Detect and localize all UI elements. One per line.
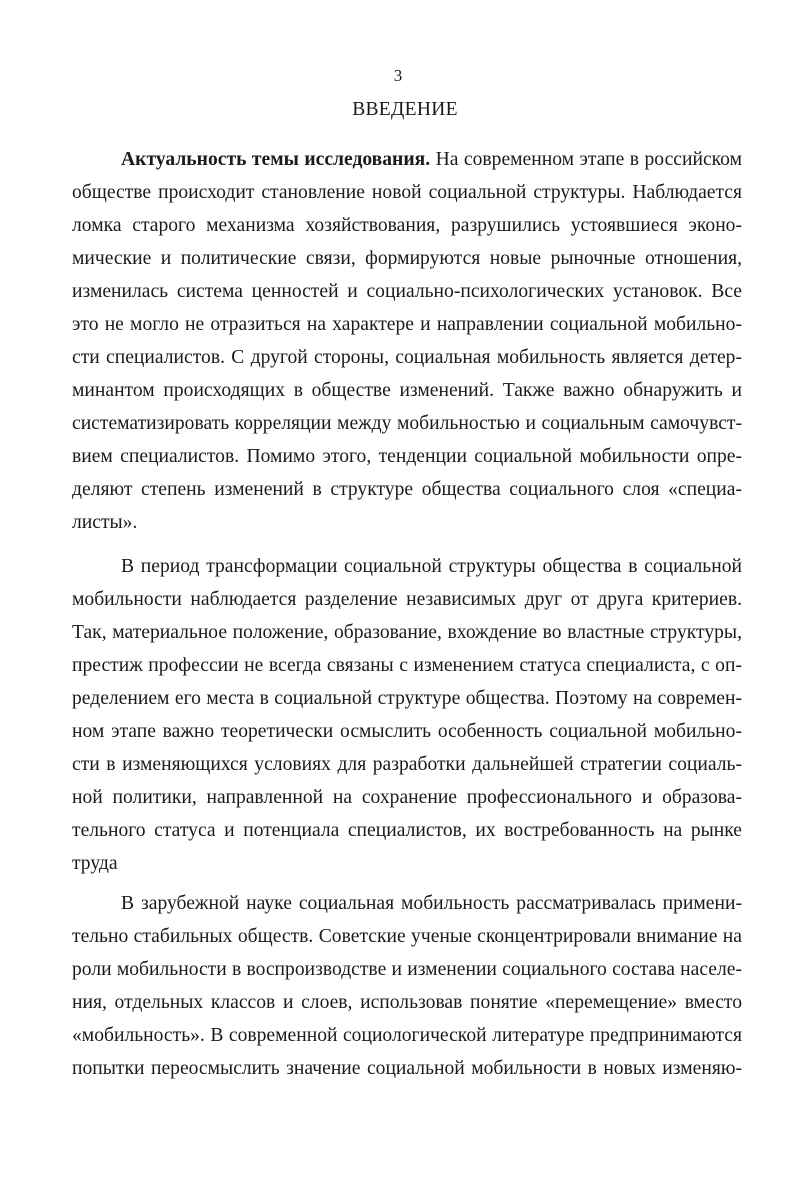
paragraph-1-line-1 xyxy=(121,144,742,176)
paragraph-1-line: ломка старого механизма хозяйствования, разрушились устоявшиеся эконо- xyxy=(72,215,742,236)
page-number: 3 xyxy=(393,66,403,85)
paragraph-2-line: ределением его места в социальной структуре общества. Поэтому на современ- xyxy=(72,688,742,709)
paragraph-3-line: роли мобильности в воспроизводстве и изменении социального состава населе- xyxy=(72,959,742,980)
paragraph-1-line-1-text: На современном этапе в российском xyxy=(430,149,742,170)
paragraph-2-line: престиж профессии не всегда связаны с изменением статуса специалиста, с оп- xyxy=(72,655,742,676)
paragraph-1-line: это не могло не отразиться на характере и направлении социальной мобильно- xyxy=(72,314,742,335)
paragraph-3-line: ния, отдельных классов и слоев, использовав понятие «перемещение» вместо xyxy=(72,992,742,1013)
paragraph-1-line: вием специалистов. Помимо этого, тенденции социальной мобильности опре- xyxy=(72,446,742,467)
paragraph-2-line: Так, материальное положение, образование, вхождение во властные структуры, xyxy=(72,622,742,643)
paragraph-1-line: систематизировать корреляции между мобильностью и социальным самочувст- xyxy=(72,413,742,434)
paragraph-1-line: листы». xyxy=(72,512,138,533)
paragraph-3-line: В зарубежной науке социальная мобильность рассматривалась примени- xyxy=(121,893,742,914)
paragraph-2-line: тельного статуса и потенциала специалистов, их востребованность на рынке xyxy=(72,820,742,841)
paragraph-2-line: сти в изменяющихся условиях для разработки дальнейшей стратегии социаль- xyxy=(72,754,742,775)
paragraph-3-line: «мобильность». В современной социологической литературе предпринимаются xyxy=(72,1025,742,1046)
paragraph-2-line: ном этапе важно теоретически осмыслить особенность социальной мобильно- xyxy=(72,721,742,742)
paragraph-2-line: мобильности наблюдается разделение независимых друг от друга критериев. xyxy=(72,589,742,610)
paragraph-2-line: ной политики, направленной на сохранение профессионального и образова- xyxy=(72,787,742,808)
paragraph-2-line: труда xyxy=(72,853,118,874)
paragraph-1-line: обществе происходит становление новой социальной структуры. Наблюдается xyxy=(72,182,742,203)
paragraph-2-line: В период трансформации социальной структуры общества в социальной xyxy=(121,556,742,577)
paragraph-3-line: попытки переосмыслить значение социальной мобильности в новых изменяю- xyxy=(72,1058,742,1079)
section-heading: ВВЕДЕНИЕ xyxy=(352,99,458,120)
paragraph-1-line: сти специалистов. С другой стороны, социальная мобильность является детер- xyxy=(72,347,742,368)
paragraph-1-line: изменилась система ценностей и социально-психологических установок. Все xyxy=(72,281,742,302)
paragraph-1-line: деляют степень изменений в структуре общества социального слоя «специа- xyxy=(72,479,742,500)
paragraph-1-line: минантом происходящих в обществе изменений. Также важно обнаружить и xyxy=(72,380,742,401)
paragraph-3-line: тельно стабильных обществ. Советские ученые сконцентрировали внимание на xyxy=(72,926,742,947)
topic-relevance-label: Актуальность темы исследования. xyxy=(121,149,431,170)
paragraph-1-line: мические и политические связи, формируются новые рыночные отношения, xyxy=(72,248,742,269)
